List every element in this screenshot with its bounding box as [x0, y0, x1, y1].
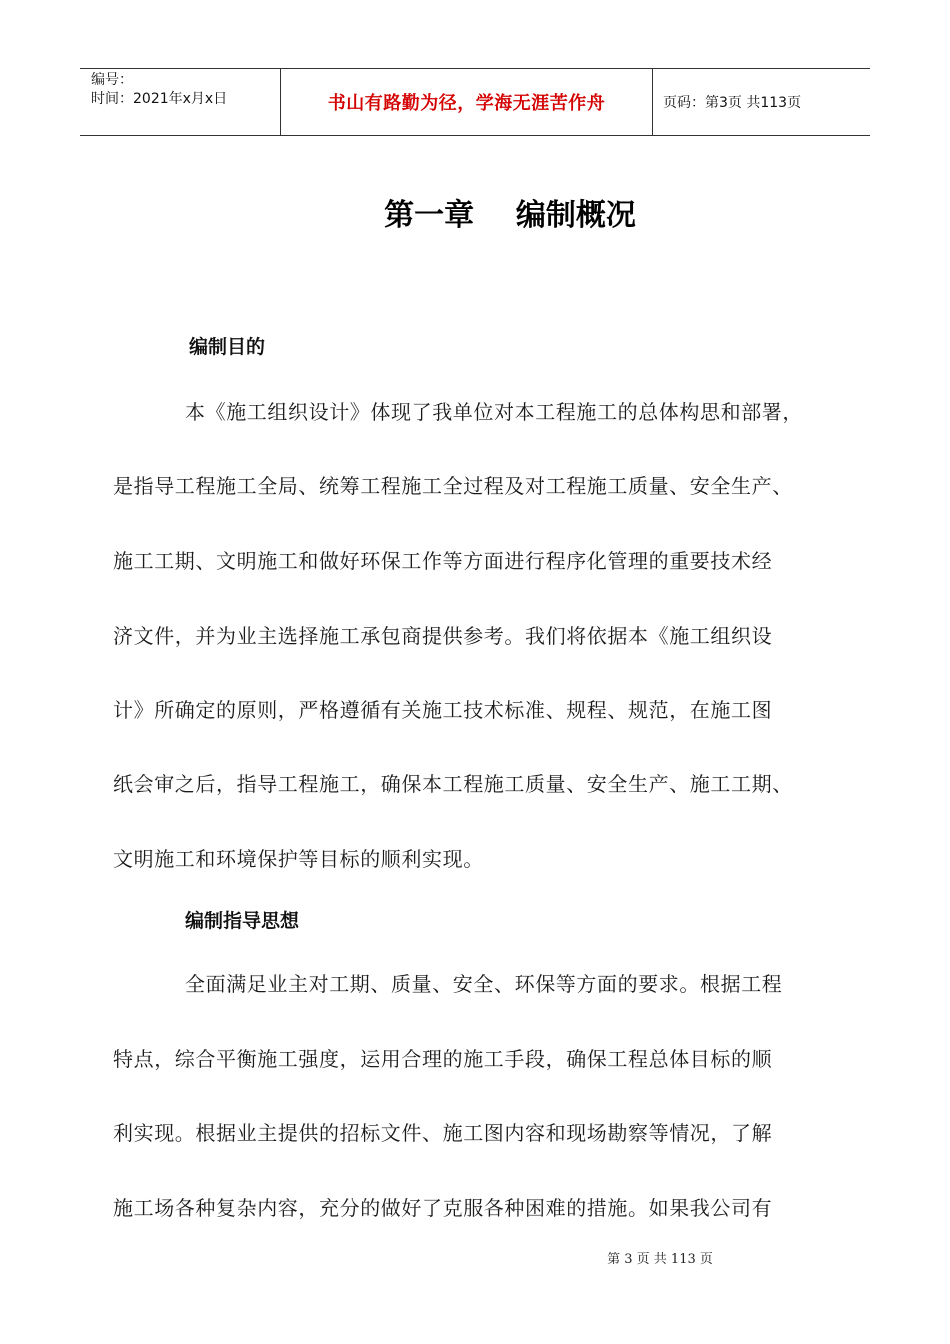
paragraph-line: 施工工期、文明施工和做好环保工作等方面进行程序化管理的重要技术经 — [113, 549, 773, 573]
paragraph-line: 文明施工和环境保护等目标的顺利实现。 — [113, 847, 484, 871]
page-footer: 第 3 页 共 113 页 — [607, 1252, 713, 1267]
paragraph-line: 济文件，并为业主选择施工承包商提供参考。我们将依据本《施工组织设 — [113, 624, 773, 648]
paragraph-line: 本《施工组织设计》体现了我单位对本工程施工的总体构思和部署， — [185, 400, 803, 424]
paragraph-line: 纸会审之后，指导工程施工，确保本工程施工质量、安全生产、施工工期、 — [113, 772, 793, 796]
paragraph-line: 施工场各种复杂内容，充分的做好了克服各种困难的措施。如果我公司有 — [113, 1196, 773, 1220]
section-heading-guiding-ideas: 编制指导思想 — [185, 910, 300, 932]
paragraph-line: 是指导工程施工全局、统筹工程施工全过程及对工程施工质量、安全生产、 — [113, 474, 793, 498]
paragraph-line: 全面满足业主对工期、质量、安全、环保等方面的要求。根据工程 — [185, 972, 783, 996]
section-heading-purpose: 编制目的 — [189, 336, 266, 358]
page-header — [80, 68, 870, 136]
paragraph-line: 利实现。根据业主提供的招标文件、施工图内容和现场勘察等情况，了解 — [113, 1121, 773, 1145]
document-time-label: 时间：2021年x月x日 — [91, 91, 228, 107]
paragraph-line: 计》所确定的原则，严格遵循有关施工技术标准、规程、规范，在施工图 — [113, 698, 773, 722]
header-meta — [80, 69, 281, 135]
header-motto: 书山有路勤为径，学海无涯苦作舟 — [281, 69, 653, 135]
paragraph-line: 特点，综合平衡施工强度，运用合理的施工手段，确保工程总体目标的顺 — [113, 1047, 773, 1071]
chapter-title: 第一章 编制概况 — [384, 198, 636, 233]
header-page-info: 页码：第3页 共113页 — [663, 95, 802, 111]
document-number-label: 编号： — [91, 72, 133, 88]
